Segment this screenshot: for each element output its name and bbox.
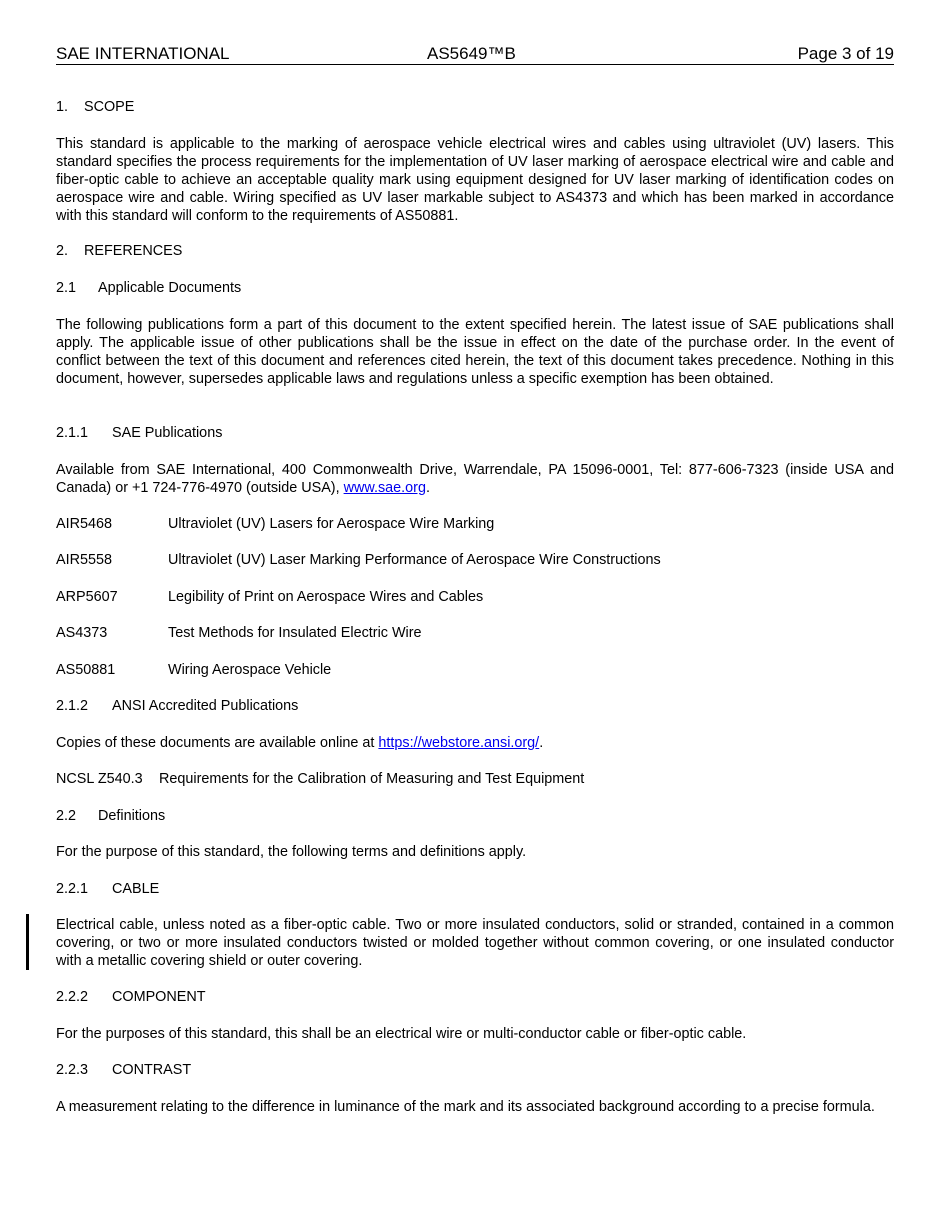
reference-code: ARP5607: [56, 589, 118, 605]
section-2-1-1-body: [56, 461, 894, 497]
header-page-number: Page 3 of 19: [797, 44, 894, 63]
section-number: 2.2.2: [56, 989, 89, 1005]
reference-code: AS4373: [56, 625, 108, 641]
reference-code: NCSL Z540.3: [56, 771, 143, 787]
section-1-heading: [56, 98, 894, 116]
section-2-2-body: For the purpose of this standard, the following terms and definitions apply.: [56, 844, 527, 860]
section-number: 2.1.2: [56, 698, 89, 714]
ansi-webstore-link[interactable]: https://webstore.ansi.org/: [378, 735, 540, 751]
section-2-1-2-body: [56, 734, 894, 752]
body-text: Copies of these documents are available online at: [56, 735, 379, 751]
section-2-heading: [56, 242, 894, 260]
section-2-1-2-heading: [56, 697, 894, 715]
section-number: 2.2.1: [56, 881, 89, 897]
section-title: ANSI Accredited Publications: [112, 698, 299, 714]
section-2-2-1-body: Electrical cable, unless noted as a fiber-optic cable. Two or more insulated conductors, solid or stranded, contained in a common covering, or two or more insulated conductors twisted or molded together without common covering, or one insulated conductor with a metallic covering shield or outer covering.: [56, 917, 894, 969]
header-org: SAE INTERNATIONAL: [56, 44, 230, 63]
section-number: 1.: [56, 99, 69, 115]
section-2-2-3-body: A measurement relating to the difference in luminance of the mark and its associated background according to a precise formula.: [56, 1099, 875, 1115]
section-number: 2.: [56, 243, 69, 259]
reference-code: AIR5468: [56, 516, 113, 532]
section-number: 2.2.3: [56, 1062, 89, 1078]
section-title: COMPONENT: [112, 989, 206, 1005]
section-2-2-heading: [56, 807, 894, 825]
revision-change-bar: [26, 914, 29, 970]
section-title: SAE Publications: [112, 425, 223, 441]
section-title: SCOPE: [84, 99, 135, 115]
section-title: Definitions: [98, 808, 166, 824]
section-2-2-3-heading: [56, 1061, 894, 1079]
section-1-body: This standard is applicable to the marking of aerospace vehicle electrical wires and cables using ultraviolet (UV) lasers. This standard specifies the process requirements for the implementation of UV laser marking of aerospace electrical wire and cable and fiber-optic cable to achieve an acceptable quality mark using equipment designed for UV laser marking of identification codes on aerospace wire and cable. Wiring specified as UV laser markable subject to AS4373 and which has been marked in accordance with this standard will conform to the requirements of AS50881.: [56, 136, 894, 224]
section-2-2-1-heading: [56, 880, 894, 898]
reference-title: Legibility of Print on Aerospace Wires and Cables: [168, 589, 484, 605]
header-doc-id: AS5649™B: [427, 44, 516, 63]
section-number: 2.2: [56, 808, 77, 824]
body-text: Available from SAE International, 400 Commonwealth Drive, Warrendale, PA 15096-0001, Tel: 877-606-7323 (inside USA and Canada) or +1 724-776-4970 (outside USA),: [56, 462, 894, 496]
body-text-tail: .: [425, 480, 430, 496]
section-2-1-1-heading: [56, 424, 894, 442]
section-2-1-heading: [56, 279, 894, 297]
section-title: Applicable Documents: [98, 280, 242, 296]
reference-title: Wiring Aerospace Vehicle: [168, 662, 332, 678]
section-2-1-body: The following publications form a part of this document to the extent specified herein. The latest issue of SAE publications shall apply. The applicable issue of other publications shall be the issue in effect on the date of the purchase order. In the event of conflict between the text of this document and references cited herein, the text of this document takes precedence. Nothing in this document, however, supersedes applicable laws and regulations unless a specific exemption has been obtained.: [56, 317, 894, 387]
sae-website-link[interactable]: www.sae.org: [343, 480, 426, 496]
body-text-tail: .: [539, 735, 544, 751]
section-title: REFERENCES: [84, 243, 183, 259]
section-2-2-2-body: For the purposes of this standard, this shall be an electrical wire or multi-conductor cable or fiber-optic cable.: [56, 1026, 747, 1042]
section-number: 2.1: [56, 280, 77, 296]
section-title: CABLE: [112, 881, 160, 897]
section-number: 2.1.1: [56, 425, 89, 441]
reference-code: AIR5558: [56, 552, 113, 568]
reference-title: Test Methods for Insulated Electric Wire: [168, 625, 422, 641]
reference-title: Ultraviolet (UV) Lasers for Aerospace Wire Marking: [168, 516, 495, 532]
reference-title: Ultraviolet (UV) Laser Marking Performance of Aerospace Wire Constructions: [168, 552, 661, 568]
reference-code: AS50881: [56, 662, 116, 678]
section-title: CONTRAST: [112, 1062, 192, 1078]
reference-title: Requirements for the Calibration of Measuring and Test Equipment: [159, 771, 585, 787]
page-header: [56, 44, 894, 65]
section-2-2-2-heading: [56, 988, 894, 1006]
